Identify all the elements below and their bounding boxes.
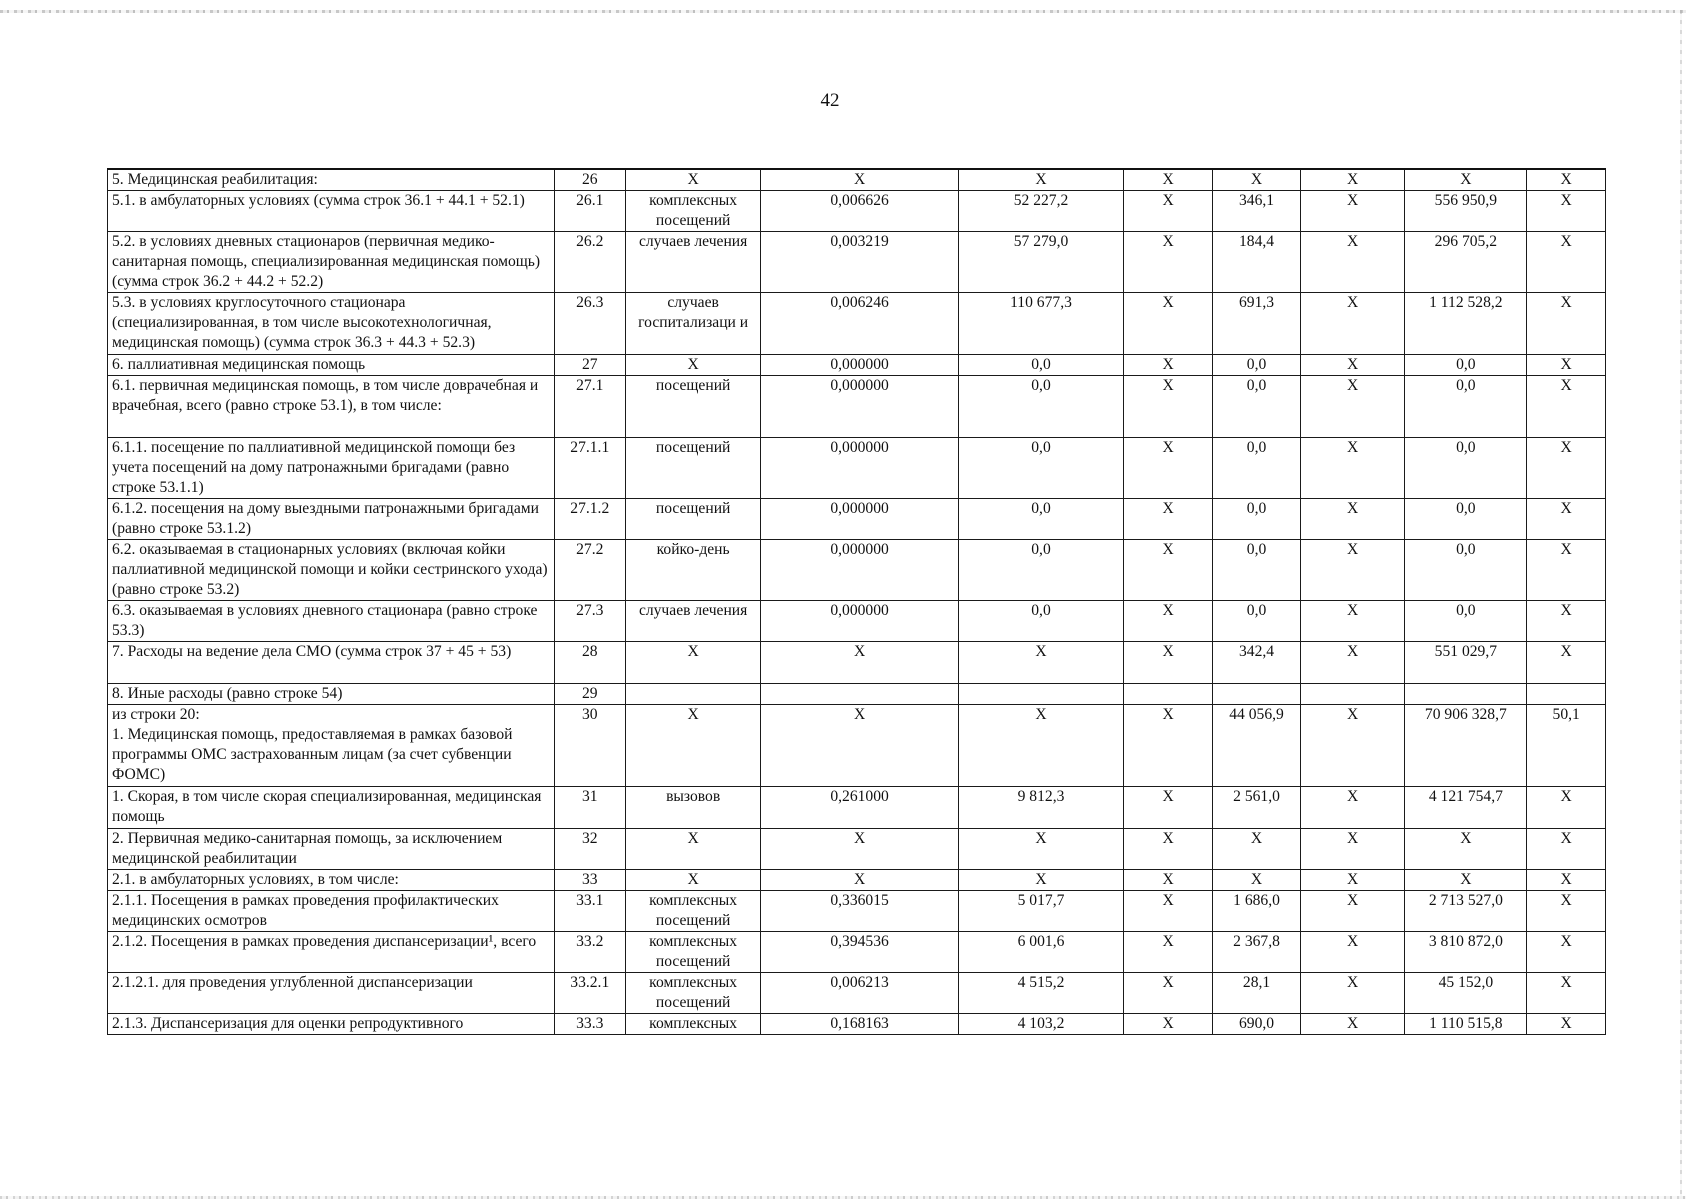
row-number-cell: 26.2	[554, 232, 625, 293]
total-budget-cell: X	[1300, 540, 1404, 601]
table-row	[108, 684, 1606, 705]
standard-cost-cell: 4 103,2	[958, 1014, 1123, 1035]
total-budget-cell: X	[1300, 787, 1404, 829]
per-capita-budget-cell: X	[1124, 705, 1213, 787]
row-number-cell: 28	[554, 642, 625, 684]
total-oms-cell: 70 906 328,7	[1405, 705, 1527, 787]
unit-cell: комплексных посещений	[625, 973, 760, 1014]
row-number-cell: 33.3	[554, 1014, 625, 1035]
total-budget-cell: X	[1300, 232, 1404, 293]
unit-cell: X	[625, 169, 760, 191]
total-budget-cell: X	[1300, 376, 1404, 438]
row-name-cell: 1. Скорая, в том числе скорая специализированная, медицинская помощь	[108, 787, 555, 829]
row-name-cell: из строки 20: 1. Медицинская помощь, предоставляемая в рамках базовой программы ОМС застрахованным лицам (за счет субвенции ФОМС)	[108, 705, 555, 787]
total-oms-cell: X	[1405, 169, 1527, 191]
table-row	[108, 438, 1606, 499]
per-capita-oms-cell: X	[1213, 870, 1301, 891]
table-row	[108, 540, 1606, 601]
table-row	[108, 829, 1606, 870]
total-oms-cell: X	[1405, 870, 1527, 891]
unit-cell: случаев лечения	[625, 232, 760, 293]
total-oms-cell: 45 152,0	[1405, 973, 1527, 1014]
share-percent-cell: X	[1527, 787, 1606, 829]
scan-edge-top	[0, 10, 1686, 13]
row-number-cell: 26	[554, 169, 625, 191]
share-percent-cell: X	[1527, 293, 1606, 355]
total-budget-cell	[1300, 684, 1404, 705]
table-row	[108, 787, 1606, 829]
row-name-cell: 6.1.1. посещение по паллиативной медицинской помощи без учета посещений на дому патронажными бригадами (равно строке 53.1.1)	[108, 438, 555, 499]
row-number-cell: 31	[554, 787, 625, 829]
table-row	[108, 499, 1606, 540]
row-number-cell: 27.1.2	[554, 499, 625, 540]
share-percent-cell: X	[1527, 438, 1606, 499]
per-capita-budget-cell: X	[1124, 499, 1213, 540]
per-capita-oms-cell: 690,0	[1213, 1014, 1301, 1035]
row-name-cell: 7. Расходы на ведение дела СМО (сумма строк 37 + 45 + 53)	[108, 642, 555, 684]
total-budget-cell: X	[1300, 932, 1404, 973]
table-row	[108, 191, 1606, 232]
standard-volume-cell: 0,000000	[761, 376, 958, 438]
table-row	[108, 642, 1606, 684]
table-row	[108, 169, 1606, 191]
share-percent-cell	[1527, 684, 1606, 705]
table-row	[108, 891, 1606, 932]
per-capita-oms-cell: 28,1	[1213, 973, 1301, 1014]
table-row	[108, 232, 1606, 293]
row-name-cell: 6.1.2. посещения на дому выездными патронажными бригадами (равно строке 53.1.2)	[108, 499, 555, 540]
unit-cell: X	[625, 829, 760, 870]
per-capita-oms-cell: X	[1213, 829, 1301, 870]
per-capita-oms-cell: 0,0	[1213, 540, 1301, 601]
standard-volume-cell: 0,261000	[761, 787, 958, 829]
standard-cost-cell: X	[958, 169, 1123, 191]
total-oms-cell: 551 029,7	[1405, 642, 1527, 684]
per-capita-budget-cell: X	[1124, 438, 1213, 499]
per-capita-budget-cell: X	[1124, 642, 1213, 684]
standard-volume-cell: X	[761, 829, 958, 870]
table-row	[108, 870, 1606, 891]
total-oms-cell: 3 810 872,0	[1405, 932, 1527, 973]
row-number-cell: 30	[554, 705, 625, 787]
row-number-cell: 33	[554, 870, 625, 891]
standard-volume-cell: X	[761, 642, 958, 684]
standard-volume-cell	[761, 684, 958, 705]
total-oms-cell: 0,0	[1405, 355, 1527, 376]
unit-cell: X	[625, 705, 760, 787]
row-number-cell: 32	[554, 829, 625, 870]
per-capita-budget-cell: X	[1124, 829, 1213, 870]
unit-cell: комплексных посещений	[625, 191, 760, 232]
row-name-cell: 2.1. в амбулаторных условиях, в том числе:	[108, 870, 555, 891]
per-capita-oms-cell: 346,1	[1213, 191, 1301, 232]
share-percent-cell: X	[1527, 870, 1606, 891]
unit-cell: комплексных посещений	[625, 891, 760, 932]
row-number-cell: 27.1.1	[554, 438, 625, 499]
standard-volume-cell: 0,006246	[761, 293, 958, 355]
per-capita-oms-cell: 0,0	[1213, 601, 1301, 642]
row-name-cell: 2.1.2. Посещения в рамках проведения диспансеризации¹, всего	[108, 932, 555, 973]
table-row	[108, 973, 1606, 1014]
standard-volume-cell: 0,006213	[761, 973, 958, 1014]
row-number-cell: 27.1	[554, 376, 625, 438]
total-oms-cell: 1 112 528,2	[1405, 293, 1527, 355]
standard-cost-cell: X	[958, 642, 1123, 684]
standard-volume-cell: 0,336015	[761, 891, 958, 932]
standard-cost-cell: 57 279,0	[958, 232, 1123, 293]
share-percent-cell: X	[1527, 540, 1606, 601]
per-capita-budget-cell: X	[1124, 870, 1213, 891]
table-row	[108, 293, 1606, 355]
row-name-cell: 5.3. в условиях круглосуточного стационара (специализированная, в том числе высокотехнологичная, медицинская помощь) (сумма строк 36.3 + 44.3 + 52.3)	[108, 293, 555, 355]
standard-cost-cell: 4 515,2	[958, 973, 1123, 1014]
scan-edge-bottom	[0, 1196, 1686, 1199]
row-number-cell: 33.2	[554, 932, 625, 973]
standard-volume-cell: 0,006626	[761, 191, 958, 232]
total-budget-cell: X	[1300, 642, 1404, 684]
per-capita-budget-cell	[1124, 684, 1213, 705]
total-budget-cell: X	[1300, 870, 1404, 891]
total-oms-cell	[1405, 684, 1527, 705]
standard-cost-cell: 9 812,3	[958, 787, 1123, 829]
total-budget-cell: X	[1300, 438, 1404, 499]
table-row	[108, 601, 1606, 642]
standard-volume-cell: 0,168163	[761, 1014, 958, 1035]
unit-cell: койко-день	[625, 540, 760, 601]
standard-cost-cell: 6 001,6	[958, 932, 1123, 973]
per-capita-oms-cell: 342,4	[1213, 642, 1301, 684]
standard-volume-cell: X	[761, 169, 958, 191]
share-percent-cell: X	[1527, 232, 1606, 293]
standard-volume-cell: 0,000000	[761, 601, 958, 642]
total-oms-cell: 296 705,2	[1405, 232, 1527, 293]
standard-cost-cell: 5 017,7	[958, 891, 1123, 932]
row-number-cell: 26.1	[554, 191, 625, 232]
per-capita-budget-cell: X	[1124, 973, 1213, 1014]
unit-cell: X	[625, 642, 760, 684]
standard-volume-cell: 0,003219	[761, 232, 958, 293]
row-name-cell: 5.2. в условиях дневных стационаров (первичная медико-санитарная помощь, специализированная медицинская помощь) (сумма строк 36.2 + 44.2 + 52.2)	[108, 232, 555, 293]
row-name-cell: 8. Иные расходы (равно строке 54)	[108, 684, 555, 705]
standard-cost-cell: 0,0	[958, 499, 1123, 540]
standard-volume-cell: 0,000000	[761, 355, 958, 376]
total-budget-cell: X	[1300, 293, 1404, 355]
share-percent-cell: X	[1527, 499, 1606, 540]
total-budget-cell: X	[1300, 1014, 1404, 1035]
financing-table	[107, 168, 1606, 1035]
standard-cost-cell: 0,0	[958, 540, 1123, 601]
per-capita-budget-cell: X	[1124, 891, 1213, 932]
row-number-cell: 27	[554, 355, 625, 376]
row-name-cell: 2.1.2.1. для проведения углубленной диспансеризации	[108, 973, 555, 1014]
per-capita-oms-cell: 1 686,0	[1213, 891, 1301, 932]
per-capita-budget-cell: X	[1124, 601, 1213, 642]
total-oms-cell: X	[1405, 829, 1527, 870]
standard-cost-cell: X	[958, 705, 1123, 787]
share-percent-cell: X	[1527, 191, 1606, 232]
row-number-cell: 27.2	[554, 540, 625, 601]
share-percent-cell: X	[1527, 601, 1606, 642]
total-budget-cell: X	[1300, 973, 1404, 1014]
standard-volume-cell: 0,394536	[761, 932, 958, 973]
row-name-cell: 2.1.1. Посещения в рамках проведения профилактических медицинских осмотров	[108, 891, 555, 932]
share-percent-cell: X	[1527, 891, 1606, 932]
table-row	[108, 932, 1606, 973]
per-capita-oms-cell: 0,0	[1213, 355, 1301, 376]
standard-cost-cell: 0,0	[958, 601, 1123, 642]
per-capita-oms-cell: X	[1213, 169, 1301, 191]
share-percent-cell: X	[1527, 1014, 1606, 1035]
total-oms-cell: 0,0	[1405, 540, 1527, 601]
row-number-cell: 33.1	[554, 891, 625, 932]
total-oms-cell: 0,0	[1405, 499, 1527, 540]
per-capita-oms-cell: 0,0	[1213, 438, 1301, 499]
unit-cell: случаев лечения	[625, 601, 760, 642]
share-percent-cell: X	[1527, 642, 1606, 684]
total-budget-cell: X	[1300, 705, 1404, 787]
unit-cell	[625, 684, 760, 705]
per-capita-budget-cell: X	[1124, 540, 1213, 601]
per-capita-oms-cell: 2 561,0	[1213, 787, 1301, 829]
row-name-cell: 5.1. в амбулаторных условиях (сумма строк 36.1 + 44.1 + 52.1)	[108, 191, 555, 232]
per-capita-budget-cell: X	[1124, 169, 1213, 191]
table-row	[108, 376, 1606, 438]
unit-cell: вызовов	[625, 787, 760, 829]
unit-cell: X	[625, 870, 760, 891]
table-body	[108, 169, 1606, 1035]
unit-cell: посещений	[625, 376, 760, 438]
total-budget-cell: X	[1300, 355, 1404, 376]
per-capita-budget-cell: X	[1124, 376, 1213, 438]
standard-volume-cell: 0,000000	[761, 499, 958, 540]
unit-cell: посещений	[625, 438, 760, 499]
unit-cell: случаев госпитализаци и	[625, 293, 760, 355]
page-number: 42	[820, 90, 840, 111]
share-percent-cell: X	[1527, 169, 1606, 191]
row-number-cell: 26.3	[554, 293, 625, 355]
row-name-cell: 5. Медицинская реабилитация:	[108, 169, 555, 191]
total-oms-cell: 0,0	[1405, 601, 1527, 642]
table-row	[108, 1014, 1606, 1035]
per-capita-budget-cell: X	[1124, 232, 1213, 293]
per-capita-budget-cell: X	[1124, 191, 1213, 232]
total-oms-cell: 0,0	[1405, 438, 1527, 499]
unit-cell: посещений	[625, 499, 760, 540]
row-name-cell: 6.1. первичная медицинская помощь, в том числе доврачебная и врачебная, всего (равно строке 53.1), в том числе:	[108, 376, 555, 438]
total-oms-cell: 2 713 527,0	[1405, 891, 1527, 932]
per-capita-oms-cell	[1213, 684, 1301, 705]
unit-cell: комплексных посещений	[625, 932, 760, 973]
per-capita-budget-cell: X	[1124, 787, 1213, 829]
standard-volume-cell: 0,000000	[761, 540, 958, 601]
standard-cost-cell	[958, 684, 1123, 705]
total-budget-cell: X	[1300, 891, 1404, 932]
row-name-cell: 2. Первичная медико-санитарная помощь, за исключением медицинской реабилитации	[108, 829, 555, 870]
per-capita-budget-cell: X	[1124, 355, 1213, 376]
unit-cell: X	[625, 355, 760, 376]
total-budget-cell: X	[1300, 499, 1404, 540]
share-percent-cell: X	[1527, 932, 1606, 973]
standard-volume-cell: X	[761, 705, 958, 787]
row-number-cell: 33.2.1	[554, 973, 625, 1014]
total-budget-cell: X	[1300, 829, 1404, 870]
standard-cost-cell: 0,0	[958, 438, 1123, 499]
standard-cost-cell: 0,0	[958, 355, 1123, 376]
per-capita-budget-cell: X	[1124, 932, 1213, 973]
share-percent-cell: 50,1	[1527, 705, 1606, 787]
per-capita-oms-cell: 0,0	[1213, 499, 1301, 540]
table-row	[108, 705, 1606, 787]
scan-edge-right	[1680, 10, 1682, 1196]
table-row	[108, 355, 1606, 376]
total-oms-cell: 4 121 754,7	[1405, 787, 1527, 829]
per-capita-oms-cell: 2 367,8	[1213, 932, 1301, 973]
row-name-cell: 6. паллиативная медицинская помощь	[108, 355, 555, 376]
row-number-cell: 27.3	[554, 601, 625, 642]
total-budget-cell: X	[1300, 601, 1404, 642]
per-capita-oms-cell: 691,3	[1213, 293, 1301, 355]
per-capita-oms-cell: 184,4	[1213, 232, 1301, 293]
total-oms-cell: 556 950,9	[1405, 191, 1527, 232]
standard-volume-cell: 0,000000	[761, 438, 958, 499]
share-percent-cell: X	[1527, 355, 1606, 376]
per-capita-oms-cell: 44 056,9	[1213, 705, 1301, 787]
per-capita-oms-cell: 0,0	[1213, 376, 1301, 438]
standard-cost-cell: X	[958, 870, 1123, 891]
total-oms-cell: 0,0	[1405, 376, 1527, 438]
share-percent-cell: X	[1527, 376, 1606, 438]
row-name-cell: 2.1.3. Диспансеризация для оценки репродуктивного	[108, 1014, 555, 1035]
standard-cost-cell: X	[958, 829, 1123, 870]
row-name-cell: 6.2. оказываемая в стационарных условиях (включая койки паллиативной медицинской помощи и койки сестринского ухода) (равно строке 53.2)	[108, 540, 555, 601]
row-number-cell: 29	[554, 684, 625, 705]
total-budget-cell: X	[1300, 191, 1404, 232]
standard-cost-cell: 52 227,2	[958, 191, 1123, 232]
standard-volume-cell: X	[761, 870, 958, 891]
per-capita-budget-cell: X	[1124, 293, 1213, 355]
share-percent-cell: X	[1527, 829, 1606, 870]
per-capita-budget-cell: X	[1124, 1014, 1213, 1035]
share-percent-cell: X	[1527, 973, 1606, 1014]
row-name-cell: 6.3. оказываемая в условиях дневного стационара (равно строке 53.3)	[108, 601, 555, 642]
standard-cost-cell: 0,0	[958, 376, 1123, 438]
unit-cell: комплексных	[625, 1014, 760, 1035]
total-budget-cell: X	[1300, 169, 1404, 191]
total-oms-cell: 1 110 515,8	[1405, 1014, 1527, 1035]
standard-cost-cell: 110 677,3	[958, 293, 1123, 355]
